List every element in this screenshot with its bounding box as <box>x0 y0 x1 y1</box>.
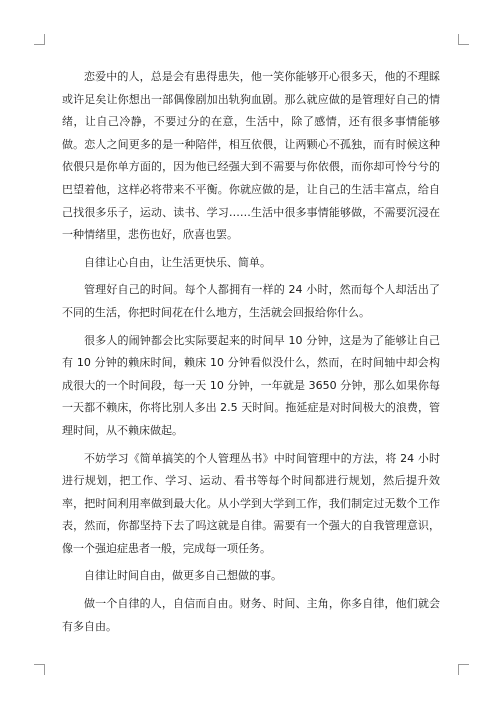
paragraph: 恋爱中的人，总是会有患得患失，他一笑你能够开心很多天，他的不理睬或许足矣让你想出一部偶像剧加出轨狗血剧。那么就应做的是管理好自己的情绪，让自己冷静，不要过分的在意，生活中，除了感情，还有很多事情能够做。恋人之间更多的是一种陪伴，相互依偎，让两颗心不孤独，而有时候这种依偎只是你单方面的，因为他已经强大到不需要与你依偎，而你却可怜兮兮的巴望着他，这样必将带来不平衡。你就应做的是，让自己的生活丰富点，给自己找很多乐子，运动、读书、学习……生活中很多事情能够做，不需要沉浸在一种情绪里，悲伤也好，欣喜也罢。 <box>62 70 440 242</box>
paragraph: 自律让时间自由，做更多自己想做的事。 <box>84 569 282 583</box>
crop-mark-bottom-right <box>458 664 469 675</box>
crop-mark-top-left <box>34 34 45 45</box>
crop-mark-top-right <box>458 34 469 45</box>
paragraph: 很多人的闹钟都会比实际要起来的时间早 10 分钟，这是为了能够让自己有 10 分钟的赖床时间，赖床 10 分钟看似没什么，然而，在时间轴中却会构成很大的一个时间段，每一天 10 分钟，一年就是 3650 分钟，那么如果你每一天都不赖床，你将比别人多出 2.5 天时间。拖延症是对时间极大的浪费，管理时间，从不赖床做起。 <box>62 333 440 437</box>
paragraph: 管理好自己的时间。每个人都拥有一样的 24 小时，然而每个人却活出了不同的生活，你把时间花在什么地方，生活就会回报给你什么。 <box>62 283 440 319</box>
crop-mark-bottom-left <box>34 664 45 675</box>
paragraph: 自律让心自由，让生活更快乐、简单。 <box>84 255 271 269</box>
document-body <box>62 66 440 638</box>
paragraph: 不妨学习《简单搞笑的个人管理丛书》中时间管理中的方法，将 24 小时进行规划，把工作、学习、运动、看书等每个时间都进行规划，然后提升效率，把时间利用率做到最大化。从小学到大学到工作，我们制定过无数个工作表，然而，你都坚持下去了吗这就是自律。需要有一个强大的自我管理意识，像一个强迫症患者一般，完成每一项任务。 <box>62 451 440 555</box>
paragraph: 做一个自律的人，自信而自由。财务、时间、主角，你多自律，他们就会有多自由。 <box>62 597 440 633</box>
